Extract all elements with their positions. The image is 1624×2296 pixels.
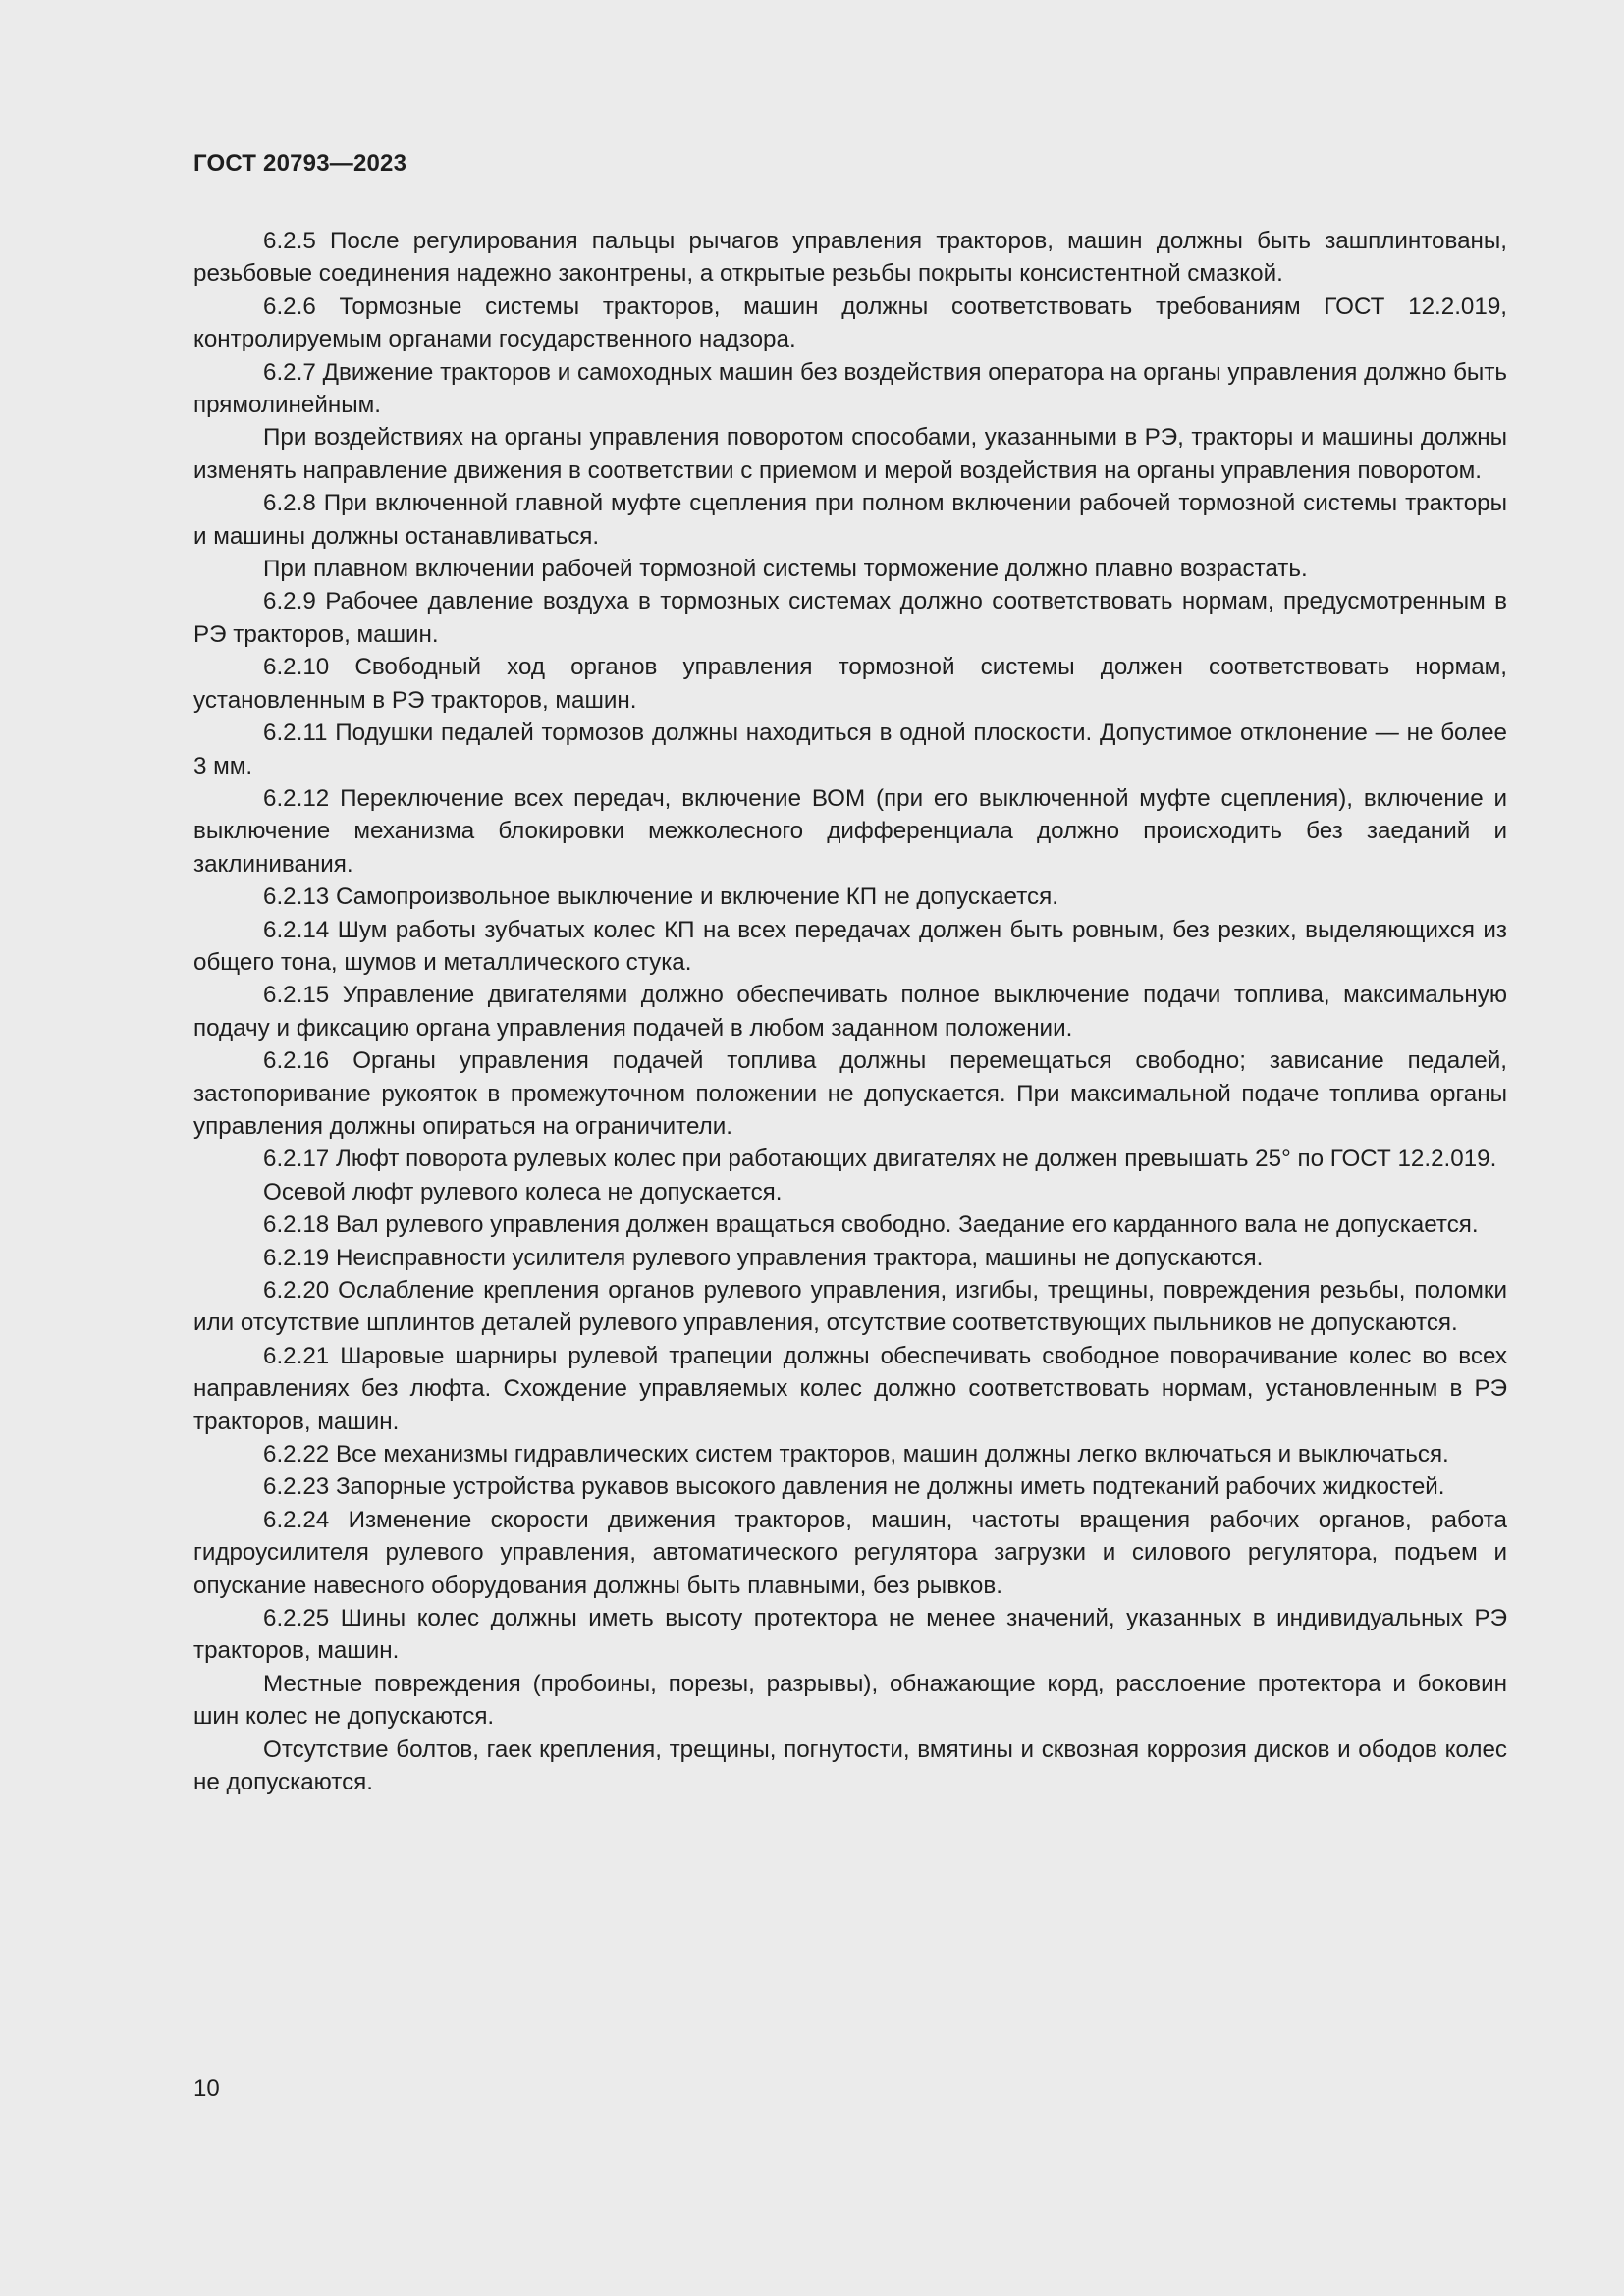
paragraph-6-2-12: 6.2.12 Переключение всех передач, включение ВОМ (при его выключенной муфте сцепления), включение и выключение механизма блокировки межколесного дифференциала должно происходить без заеданий и заклинивания. (193, 784, 1507, 878)
paragraph-6-2-10: 6.2.10 Свободный ход органов управления тормозной системы должен соответствовать нормам, установленным в РЭ тракторов, машин. (193, 654, 1507, 714)
paragraph-6-2-7-cont: При воздействиях на органы управления поворотом способами, указанными в РЭ, тракторы и машины должны изменять направление движения в соответствии с приемом и мерой воздействия на органы управления поворотом. (193, 424, 1507, 484)
paragraph-6-2-11: 6.2.11 Подушки педалей тормозов должны находиться в одной плоскости. Допустимое отклонение — не более 3 мм. (193, 720, 1507, 779)
paragraph-6-2-17: 6.2.17 Люфт поворота рулевых колес при работающих двигателях не должен превышать 25° по ГОСТ 12.2.019. (263, 1146, 1497, 1173)
paragraph-6-2-25-cont-1: Местные повреждения (пробоины, порезы, разрывы), обнажающие корд, расслоение протектора и боковин шин колес не допускаются. (193, 1670, 1507, 1731)
paragraph-6-2-14: 6.2.14 Шум работы зубчатых колес КП на всех передачах должен быть ровным, без резких, выделяющихся из общего тона, шумов и металлического стука. (193, 916, 1507, 976)
paragraph-6-2-6: 6.2.6 Тормозные системы тракторов, машин должны соответствовать требованиям ГОСТ 12.2.019, контролируемым органами государственного надзора. (193, 293, 1507, 353)
paragraph-6-2-17-cont: Осевой люфт рулевого колеса не допускается. (263, 1178, 783, 1205)
paragraph-6-2-23: 6.2.23 Запорные устройства рукавов высокого давления не должны иметь подтеканий рабочих жидкостей. (263, 1473, 1445, 1501)
paragraph-6-2-21: 6.2.21 Шаровые шарниры рулевой трапеции должны обеспечивать свободное поворачивание колес во всех направлениях без люфта. Схождение управляемых колес должно соответствовать нормам, установленным в РЭ тракторов, машин. (193, 1342, 1507, 1435)
paragraph-6-2-5: 6.2.5 После регулирования пальцы рычагов управления тракторов, машин должны быть зашплинтованы, резьбовые соединения надежно законтрены, а открытые резьбы покрыты консистентной смазкой. (193, 228, 1507, 288)
document-body (193, 225, 1507, 1799)
paragraph-6-2-15: 6.2.15 Управление двигателями должно обеспечивать полное выключение подачи топлива, максимальную подачу и фиксацию органа управления подачей в любом заданном положении. (193, 982, 1507, 1041)
paragraph-6-2-25-cont-2: Отсутствие болтов, гаек крепления, трещины, погнутости, вмятины и сквозная коррозия дисков и ободов колес не допускаются. (193, 1735, 1507, 1796)
paragraph-6-2-25: 6.2.25 Шины колес должны иметь высоту протектора не менее значений, указанных в индивидуальных РЭ тракторов, машин. (193, 1605, 1507, 1665)
paragraph-6-2-9: 6.2.9 Рабочее давление воздуха в тормозных системах должно соответствовать нормам, предусмотренным в РЭ тракторов, машин. (193, 588, 1507, 648)
paragraph-6-2-8: 6.2.8 При включенной главной муфте сцепления при полном включении рабочей тормозной системы тракторы и машины должны останавливаться. (193, 490, 1507, 550)
paragraph-6-2-7: 6.2.7 Движение тракторов и самоходных машин без воздействия оператора на органы управления должно быть прямолинейным. (193, 358, 1507, 419)
document-header-title: ГОСТ 20793—2023 (193, 150, 407, 177)
page-number: 10 (193, 2075, 220, 2102)
paragraph-6-2-16: 6.2.16 Органы управления подачей топлива должны перемещаться свободно; зависание педалей, застопоривание рукояток в промежуточном положении не допускается. При максимальной подаче топлива органы управления должны опираться на ограничители. (193, 1047, 1507, 1140)
paragraph-6-2-24: 6.2.24 Изменение скорости движения тракторов, машин, частоты вращения рабочих органов, работа гидроусилителя рулевого управления, автоматического регулятора загрузки и силового регулятора, подъем и опускание навесного оборудования должны быть плавными, без рывков. (193, 1506, 1507, 1599)
paragraph-6-2-13: 6.2.13 Самопроизвольное выключение и включение КП не допускается. (263, 883, 1058, 911)
paragraph-6-2-18: 6.2.18 Вал рулевого управления должен вращаться свободно. Заедание его карданного вала не допускается. (263, 1211, 1479, 1239)
paragraph-6-2-22: 6.2.22 Все механизмы гидравлических систем тракторов, машин должны легко включаться и выключаться. (263, 1441, 1449, 1468)
paragraph-6-2-19: 6.2.19 Неисправности усилителя рулевого управления трактора, машины не допускаются. (263, 1244, 1264, 1271)
paragraph-6-2-20: 6.2.20 Ослабление крепления органов рулевого управления, изгибы, трещины, повреждения резьбы, поломки или отсутствие шплинтов деталей рулевого управления, отсутствие соответствующих пыльников не допускаются. (193, 1277, 1507, 1337)
paragraph-6-2-8-cont: При плавном включении рабочей тормозной системы торможение должно плавно возрастать. (263, 556, 1308, 583)
